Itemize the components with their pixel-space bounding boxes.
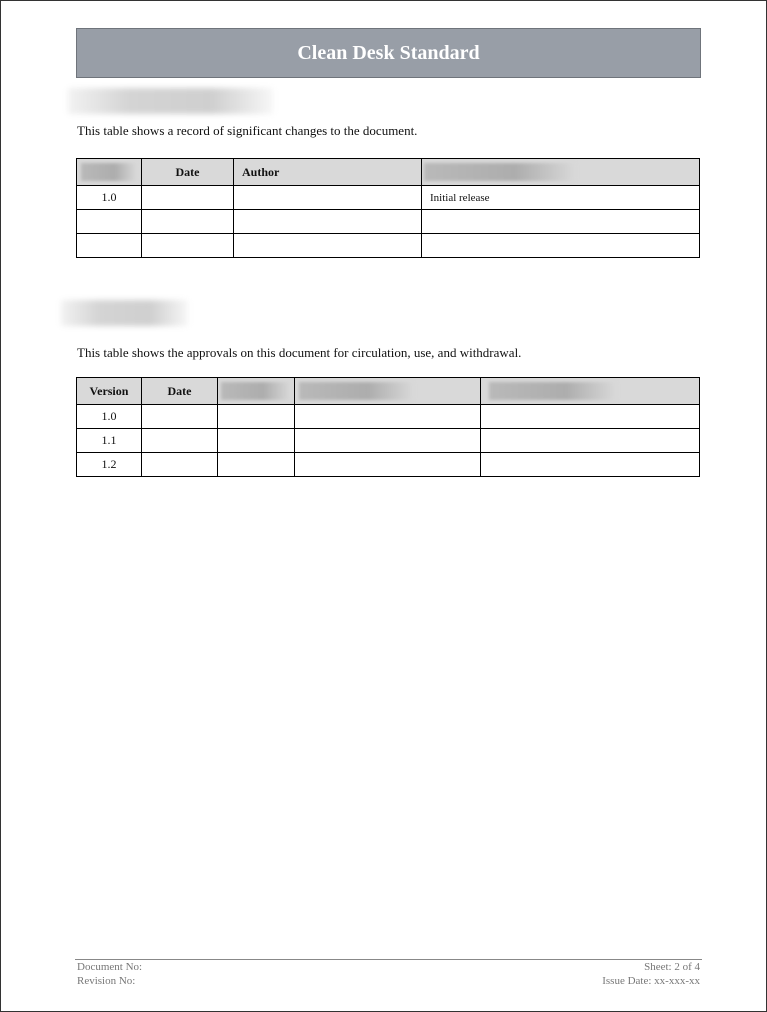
- cell-version: 1.0: [77, 186, 142, 210]
- footer-revision-no: Revision No:: [77, 975, 136, 987]
- table-row: [77, 453, 700, 477]
- cell-description: [422, 234, 700, 258]
- header-date: Date: [142, 378, 218, 405]
- cell-version: [77, 210, 142, 234]
- footer-divider: [75, 959, 702, 960]
- cell-description: [422, 210, 700, 234]
- cell-author: [234, 210, 422, 234]
- cell-description: Initial release: [422, 186, 700, 210]
- redacted-header: [218, 378, 295, 405]
- cell: [481, 405, 700, 429]
- table-row: [77, 186, 700, 210]
- approvals-table: [76, 377, 700, 477]
- redacted-header: [295, 378, 481, 405]
- table-row: [77, 429, 700, 453]
- title-banner: [76, 28, 701, 78]
- cell: [218, 405, 295, 429]
- cell-version: 1.1: [77, 429, 142, 453]
- header-author: Author: [234, 159, 422, 186]
- cell-date: [142, 186, 234, 210]
- redacted-header: [481, 378, 700, 405]
- cell-date: [142, 405, 218, 429]
- cell-version: 1.0: [77, 405, 142, 429]
- cell: [481, 453, 700, 477]
- table-header-row: [77, 159, 700, 186]
- document-title: Clean Desk Standard: [297, 41, 480, 64]
- table-row: [77, 234, 700, 258]
- cell-date: [142, 234, 234, 258]
- cell: [481, 429, 700, 453]
- table-row: [77, 210, 700, 234]
- header-version: Version: [77, 378, 142, 405]
- table-row: [77, 405, 700, 429]
- revision-intro: This table shows a record of significant changes to the document.: [77, 123, 418, 138]
- cell-date: [142, 429, 218, 453]
- cell-version: [77, 234, 142, 258]
- redacted-section-heading-revision: [68, 88, 273, 114]
- cell: [295, 429, 481, 453]
- footer-issue-date: Issue Date: xx-xxx-xx: [602, 975, 700, 987]
- cell-author: [234, 186, 422, 210]
- redacted-header: [77, 159, 142, 186]
- approvals-intro: This table shows the approvals on this document for circulation, use, and withdrawal.: [77, 345, 522, 360]
- redacted-section-heading-approvals: [61, 300, 188, 326]
- cell: [218, 429, 295, 453]
- cell-date: [142, 453, 218, 477]
- header-date: Date: [142, 159, 234, 186]
- cell-author: [234, 234, 422, 258]
- footer-sheet: Sheet: 2 of 4: [644, 961, 700, 973]
- cell-date: [142, 210, 234, 234]
- footer-document-no: Document No:: [77, 961, 143, 973]
- table-header-row: [77, 378, 700, 405]
- cell: [218, 453, 295, 477]
- cell-version: 1.2: [77, 453, 142, 477]
- redacted-header: [422, 159, 700, 186]
- revision-history-table: [76, 158, 700, 258]
- cell: [295, 405, 481, 429]
- cell: [295, 453, 481, 477]
